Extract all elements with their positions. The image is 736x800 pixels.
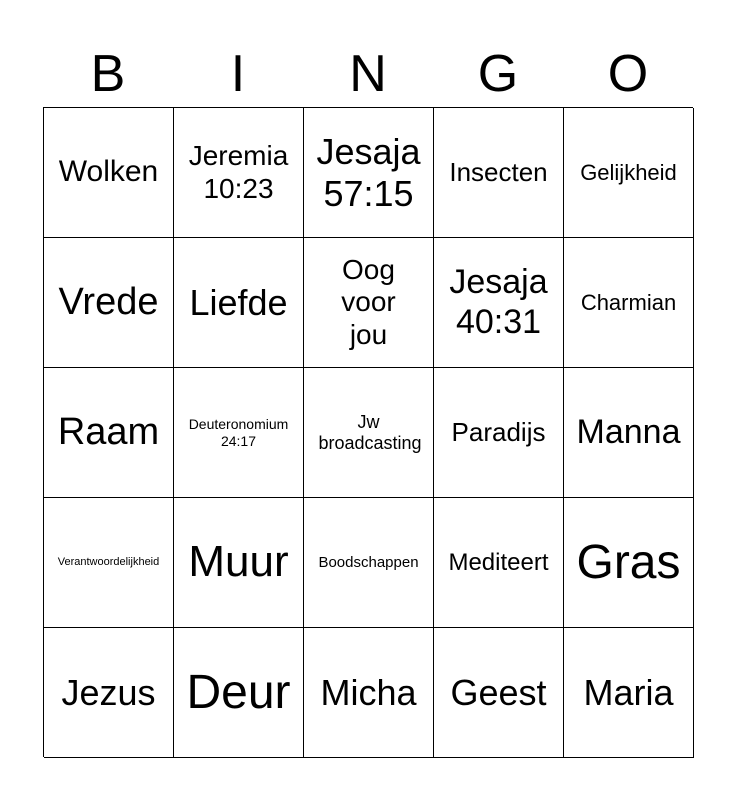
cell-text: Geest [450, 671, 547, 713]
bingo-cell[interactable] [44, 108, 174, 238]
cell-text: Raam [57, 410, 160, 453]
cell-text: Jeremia 10:23 [188, 140, 289, 204]
cell-text: Micha [320, 671, 417, 713]
bingo-cell[interactable] [44, 498, 174, 628]
cell-text: Gras [576, 535, 681, 589]
cell-text: Vrede [58, 280, 159, 323]
header-letter-b: B [90, 45, 126, 103]
bingo-cell[interactable] [44, 238, 174, 368]
cell-text: Wolken [58, 155, 159, 189]
bingo-header [43, 40, 693, 108]
bingo-cell[interactable] [304, 368, 434, 498]
cell-text: Deur [186, 665, 291, 719]
cell-text: Charmian [580, 289, 677, 315]
bingo-cell[interactable] [174, 498, 304, 628]
bingo-cell[interactable] [434, 498, 564, 628]
bingo-cell[interactable] [44, 628, 174, 758]
cell-text: Jesaja 57:15 [316, 131, 421, 214]
bingo-cell[interactable] [174, 368, 304, 498]
cell-text: Verantwoordelijkheid [57, 556, 160, 569]
bingo-cell[interactable] [434, 108, 564, 238]
header-letter-n: N [349, 45, 387, 103]
bingo-cell[interactable] [434, 238, 564, 368]
bingo-cell[interactable] [304, 238, 434, 368]
bingo-cell[interactable] [434, 628, 564, 758]
bingo-cell[interactable] [564, 108, 694, 238]
cell-text: Jezus [61, 671, 156, 713]
cell-text: Paradijs [451, 416, 546, 447]
cell-text: Mediteert [448, 548, 549, 576]
cell-text: Muur [188, 537, 289, 587]
cell-text: Gelijkheid [580, 159, 677, 185]
bingo-cell[interactable] [304, 628, 434, 758]
header-letter-i: I [230, 45, 246, 103]
cell-text: Boodschappen [318, 553, 419, 571]
cell-text: Insecten [449, 156, 548, 187]
header-letter-o: O [607, 45, 649, 103]
cell-text: Jesaja 40:31 [449, 263, 548, 341]
bingo-cell[interactable] [564, 368, 694, 498]
bingo-cell[interactable] [174, 628, 304, 758]
bingo-cell[interactable] [44, 368, 174, 498]
cell-text: Deuteronomium 24:17 [188, 416, 289, 449]
bingo-cell[interactable] [434, 368, 564, 498]
cell-text: Jw broadcasting [318, 411, 422, 453]
header-letter-g: G [477, 45, 519, 103]
bingo-cell[interactable] [564, 498, 694, 628]
cell-text: Maria [583, 671, 674, 713]
bingo-cell[interactable] [304, 108, 434, 238]
bingo-cell[interactable] [174, 238, 304, 368]
bingo-cell[interactable] [174, 108, 304, 238]
bingo-cell[interactable] [564, 238, 694, 368]
bingo-cell[interactable] [304, 498, 434, 628]
bingo-cell[interactable] [564, 628, 694, 758]
cell-text: Liefde [189, 281, 288, 323]
cell-text: Manna [576, 412, 681, 451]
cell-text: Oog voor jou [341, 254, 396, 350]
bingo-board [43, 107, 693, 757]
